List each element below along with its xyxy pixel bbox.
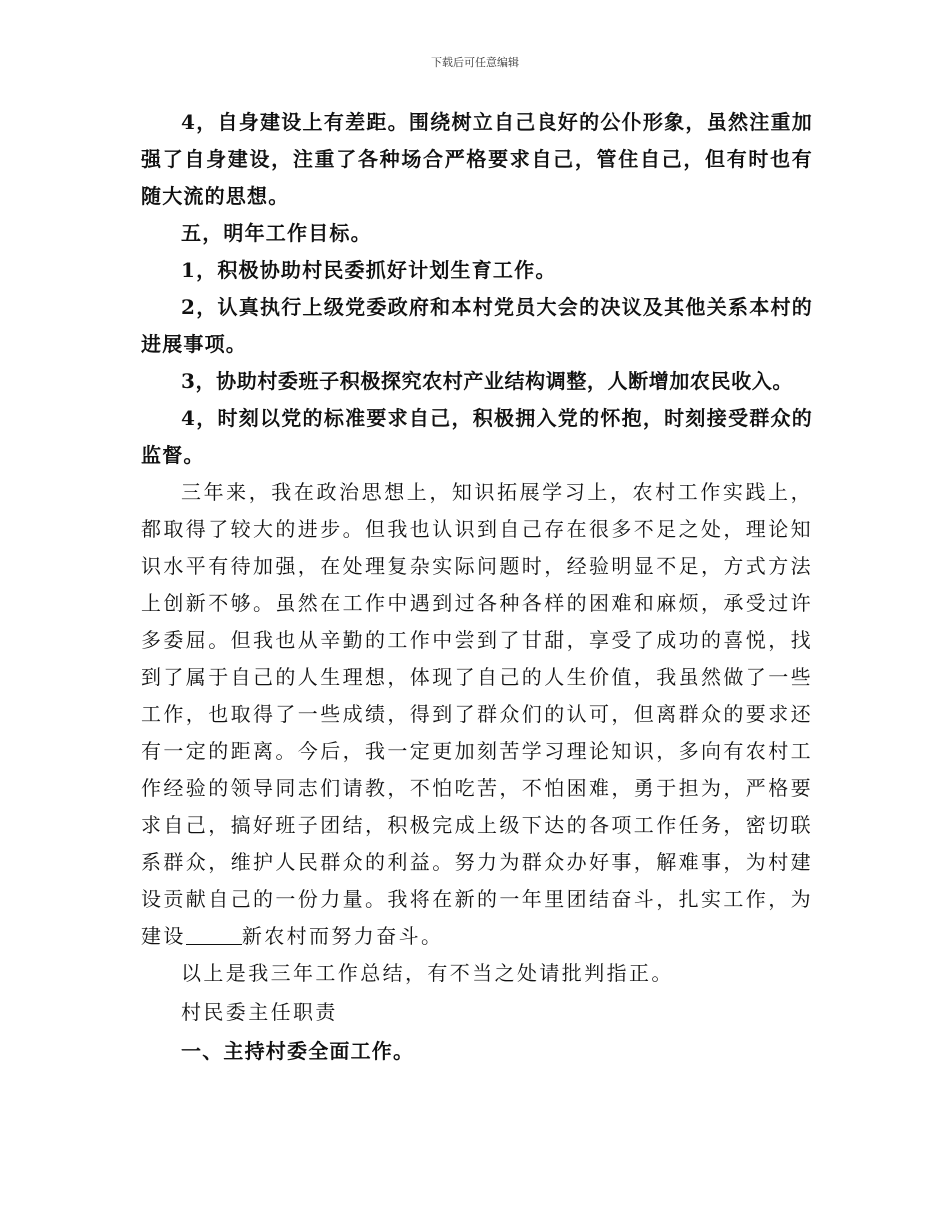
goal-item-2: 2，认真执行上级党委政府和本村党员大会的决议及其他关系本村的进展事项。 [141,295,813,356]
goal-item-3: 3，协助村委班子积极探究农村产业结构调整，人断增加农民收入。 [181,369,793,393]
section-title-director-duties: 村民委主任职责 [181,1000,338,1024]
page-header-note: 下载后可任意编辑 [431,56,519,69]
duty-item-1: 一、主持村委全面工作。 [181,1039,415,1063]
goal-item-4: 4，时刻以党的标准要求自己，积极拥入党的怀抱，时刻接受群众的监督。 [141,406,813,467]
document-body [141,104,813,1070]
paragraph-closing-remark: 以上是我三年工作总结，有不当之处请批判指正。 [181,961,674,985]
summary-text: 三年来，我在政治思想上，知识拓展学习上，农村工作实践上，都取得了较大的进步。但我也认识到自己存在很多不足之处，理论知识水平有待加强，在处理复杂实际问题时，经验明显不足，方式方法上创新不够。虽然在工作中遇到过各种各样的困难和麻烦，承受过许多委屈。但我也从辛勤的工作中尝到了甘甜，享受了成功的喜悦，找到了属于自己的人生理想，体现了自己的人生价值，我虽然做了一些工作，也取得了一些成绩，得到了群众们的认可，但离群众的要求还有一定的距离。今后，我一定更加刻苦学习理论知识，多向有农村工作经验的领导同志们请教，不怕吃苦，不怕困难，勇于担为，严格要求自己，搞好班子团结，积极完成上级下达的各项工作任务，密切联系群众，维护人民群众的利益。努力为群众办好事，解难事，为村建设贡献自己的一份力量。我将在新的一年里团结奋斗，扎实工作，为建设 [141,480,813,948]
summary-text-end: 新农村而努力奋斗。 [241,924,444,948]
heading-next-year-goals: 五，明年工作目标。 [181,221,372,245]
paragraph-three-year-summary [141,474,813,955]
goal-item-1: 1，积极协助村民委抓好计划生育工作。 [181,258,557,282]
fill-in-blank [186,924,242,945]
paragraph-self-construction-gap: 4，自身建设上有差距。围绕树立自己良好的公仆形象，虽然注重加强了自身建设，注重了各种场合严格要求自己，管住自己，但有时也有随大流的思想。 [141,110,813,208]
